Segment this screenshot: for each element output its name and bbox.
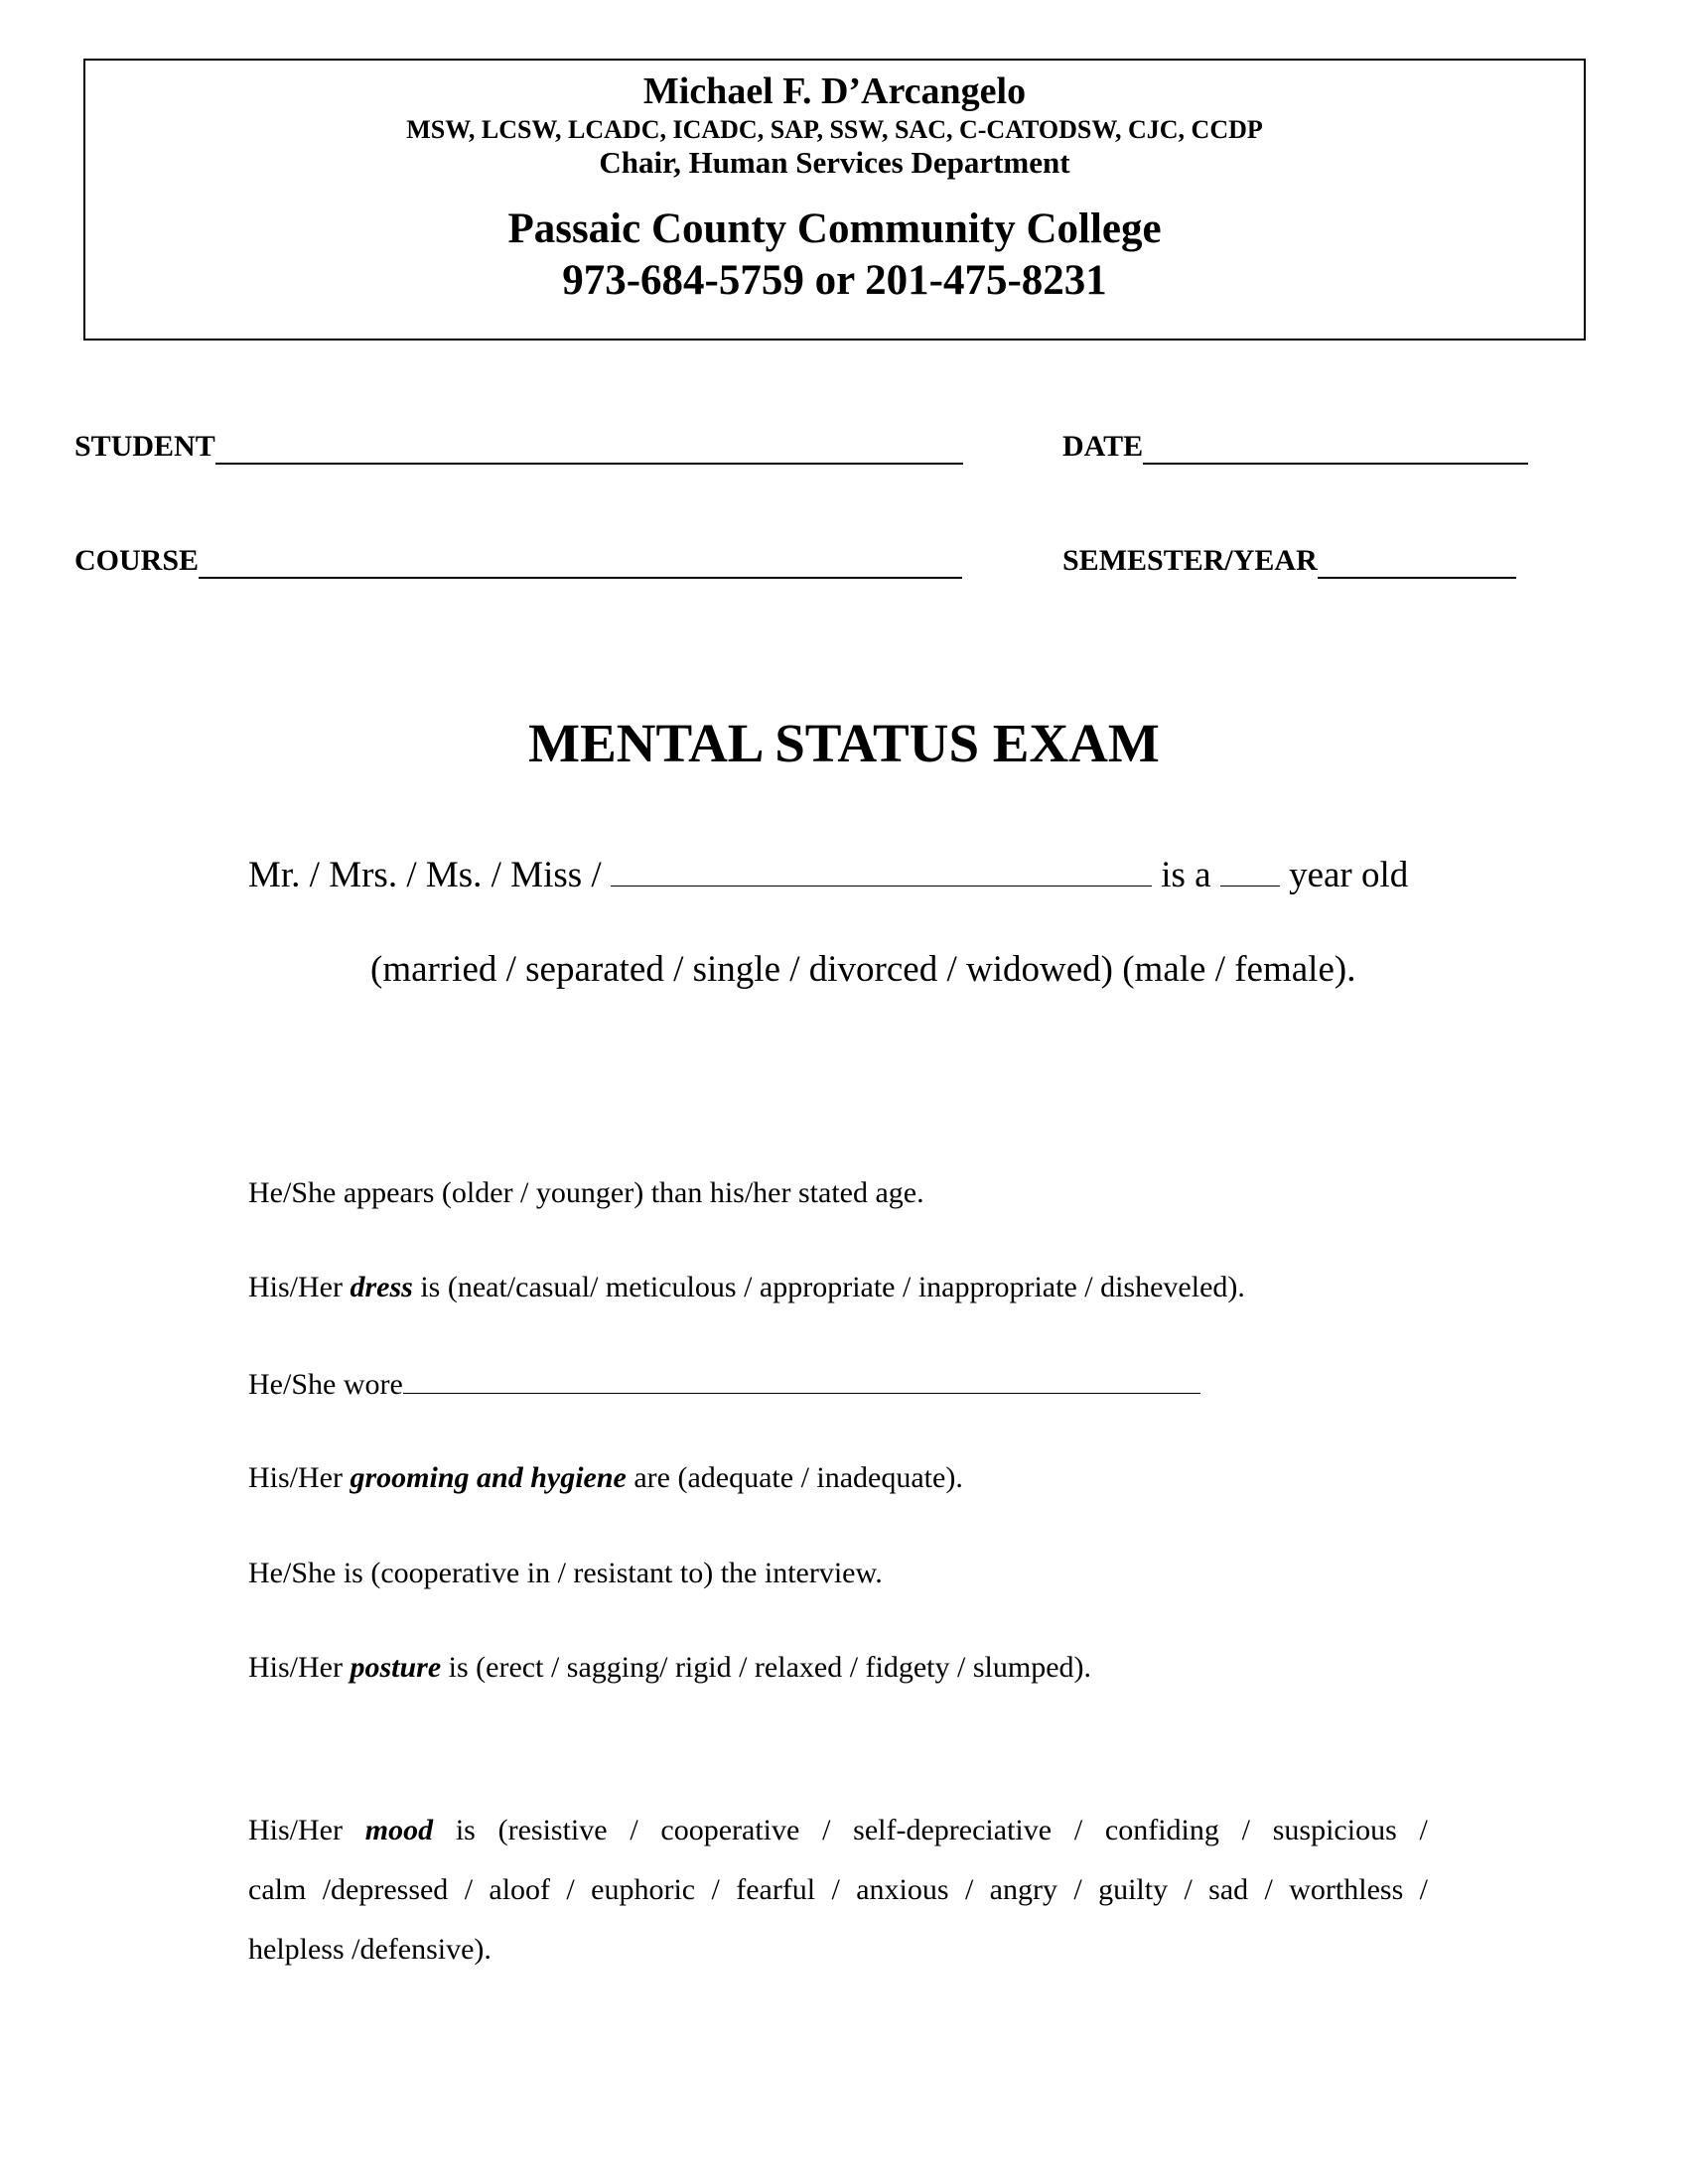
- intro-year-old: year old: [1289, 855, 1409, 895]
- sentence-dress-keyword: dress: [350, 1271, 413, 1303]
- mood-word: calm: [248, 1873, 307, 1906]
- semester-field: [1062, 543, 1516, 579]
- student-field: [74, 429, 963, 465]
- mood-word: /: [1184, 1873, 1193, 1906]
- mood-word: /depressed: [322, 1873, 449, 1906]
- mood-word: /: [1264, 1873, 1273, 1906]
- mood-word: angry: [989, 1873, 1057, 1906]
- sentence-grooming-post: are (adequate / inadequate).: [626, 1461, 963, 1494]
- mood-keyword: mood: [364, 1814, 434, 1846]
- sentence-wore: [248, 1365, 1200, 1404]
- sentence-age: He/She appears (older / younger) than his/her stated age.: [248, 1176, 924, 1209]
- sentence-posture-pre: His/Her: [248, 1651, 351, 1684]
- mood-word: /: [1073, 1873, 1082, 1906]
- mood-word: /: [964, 1873, 974, 1906]
- semester-label: SEMESTER/YEAR: [1062, 544, 1318, 577]
- sentence-dress-pre: His/Her: [248, 1271, 351, 1303]
- semester-blank[interactable]: [1318, 547, 1516, 579]
- mood-word: /: [831, 1873, 840, 1906]
- wore-blank[interactable]: [403, 1365, 1200, 1394]
- sentence-grooming: [248, 1459, 963, 1497]
- student-label: STUDENT: [74, 430, 215, 463]
- intro-prefix: Mr. / Mrs. / Ms. / Miss /: [248, 855, 602, 895]
- sentence-dress-post: is (neat/casual/ meticulous / appropriate / inappropriate / disheveled).: [412, 1271, 1245, 1303]
- author-name: Michael F. D’Arcangelo: [642, 70, 1027, 112]
- mood-word: fearful: [736, 1873, 816, 1906]
- author-credentials: MSW, LCSW, LCADC, ICADC, SAP, SSW, SAC, C-CATODSW, CJC, CCDP: [406, 115, 1263, 144]
- date-field: [1062, 429, 1528, 465]
- mood-word: sad: [1208, 1873, 1249, 1906]
- intro-is-a: is a: [1161, 855, 1211, 895]
- client-name-blank[interactable]: [611, 852, 1152, 887]
- mood-word: guilty: [1098, 1873, 1169, 1906]
- sentence-wore-pre: He/She wore: [248, 1368, 403, 1401]
- mood-word: worthless: [1289, 1873, 1404, 1906]
- mood-word: self-depreciative: [853, 1814, 1053, 1846]
- student-blank[interactable]: [215, 433, 963, 465]
- page-title: MENTAL STATUS EXAM: [528, 713, 1160, 773]
- sentence-grooming-keyword: grooming and hygiene: [350, 1461, 627, 1494]
- mood-word: suspicious: [1272, 1814, 1397, 1846]
- header-box: [83, 59, 1586, 341]
- sentence-grooming-pre: His/Her: [248, 1461, 351, 1494]
- mood-word: /: [1419, 1814, 1428, 1846]
- date-blank[interactable]: [1143, 433, 1528, 465]
- mood-word: (resistive: [497, 1814, 608, 1846]
- sentence-dress: [248, 1269, 1245, 1306]
- phone-numbers: 973-684-5759 or 201-475-8231: [562, 257, 1107, 304]
- intro-line-1: [248, 852, 1408, 898]
- mood-word: euphoric: [591, 1873, 696, 1906]
- mood-word: /: [566, 1873, 575, 1906]
- author-role: Chair, Human Services Department: [599, 145, 1070, 180]
- mood-word: His/Her: [248, 1814, 343, 1846]
- mood-row-1: [248, 1801, 1428, 1860]
- mood-word: /: [822, 1814, 831, 1846]
- sentence-posture-post: is (erect / sagging/ rigid / relaxed / fidgety / slumped).: [441, 1651, 1092, 1684]
- client-age-blank[interactable]: [1220, 852, 1280, 887]
- mood-word: /: [1073, 1814, 1083, 1846]
- mood-word: /: [1419, 1873, 1428, 1906]
- mood-word: confiding: [1104, 1814, 1219, 1846]
- course-label: COURSE: [74, 544, 200, 577]
- mood-word: /: [1241, 1814, 1250, 1846]
- mood-word: is: [455, 1814, 476, 1846]
- sentence-posture-keyword: posture: [350, 1651, 442, 1684]
- mood-word: aloof: [489, 1873, 551, 1906]
- sentence-posture: [248, 1649, 1091, 1687]
- mood-word: cooperative: [660, 1814, 800, 1846]
- mood-word: /: [464, 1873, 474, 1906]
- mood-row-2: [248, 1860, 1428, 1920]
- intro-line-2: (married / separated / single / divorced / widowed) (male / female).: [370, 949, 1356, 990]
- mood-paragraph: [248, 1801, 1428, 1979]
- course-blank[interactable]: [199, 547, 962, 579]
- course-field: [74, 543, 962, 579]
- mood-word: /: [711, 1873, 720, 1906]
- mood-word: /: [630, 1814, 638, 1846]
- date-label: DATE: [1062, 430, 1144, 463]
- college-name: Passaic County Community College: [507, 205, 1162, 252]
- mood-row-3: helpless /defensive).: [248, 1933, 492, 1966]
- sentence-cooperation: He/She is (cooperative in / resistant to) the interview.: [248, 1557, 883, 1589]
- mood-word: anxious: [856, 1873, 949, 1906]
